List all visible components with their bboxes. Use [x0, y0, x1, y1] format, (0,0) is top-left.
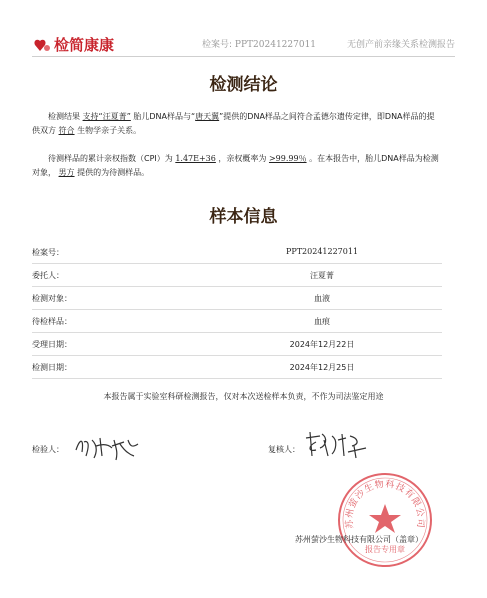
p2-male: 男方: [58, 168, 75, 177]
row-label: 待检样品：: [32, 317, 72, 326]
table-row: [32, 333, 442, 356]
inspector-signature: [72, 430, 142, 464]
header-case-number: [202, 37, 316, 50]
table-row: [32, 264, 442, 287]
row-value: PPT20241227011: [285, 247, 359, 256]
row-label: 检测日期：: [32, 363, 72, 372]
logo-text: 检简康康: [54, 36, 115, 54]
p1-match: 符合: [58, 126, 75, 135]
row-value: 汪夏菁: [310, 271, 334, 280]
seal-ring-text: 苏州萤沙生物科技有限公司: [344, 479, 426, 530]
p2-text-a: 待测样品的累计亲权指数（CPI）为: [48, 154, 173, 163]
p1-mother: 支持“汪夏菁”: [82, 112, 131, 121]
inspector-label: 检验人：: [32, 445, 64, 454]
row-label: 检案号：: [32, 248, 64, 257]
reviewer-signature: [302, 426, 374, 462]
row-label: 受理日期：: [32, 340, 72, 349]
table-row: [32, 241, 442, 264]
p1-father: 唐天翼: [195, 112, 220, 121]
conclusion-title: 检测结论: [209, 75, 278, 95]
row-label: 检测对象：: [32, 294, 72, 303]
row-value: 2024年12月25日: [289, 363, 355, 372]
case-label: 检案号:: [202, 40, 233, 50]
heart-logo-icon: [32, 37, 52, 53]
reviewer-label: 复核人：: [268, 445, 300, 454]
p2-text-e: 。在本报告中，胎儿DNA样品为检测对象，: [32, 154, 439, 177]
case-value: PPT20241227011: [234, 40, 317, 50]
p1-text-a: 检测结果: [48, 112, 80, 121]
table-row: [32, 287, 442, 310]
row-value: 血液: [314, 294, 330, 303]
disclaimer-note: 本报告属于实验室科研检测报告，仅对本次送检样本负责，不作为司法鉴定用途: [103, 392, 384, 401]
conclusion-paragraph-2: [32, 152, 442, 180]
official-seal: [335, 470, 435, 570]
conclusion-paragraph-1: [32, 110, 442, 138]
p1-text-c: 胎儿DNA样品与“: [133, 112, 196, 121]
p1-text-e: ”提供的DNA样品之间符合孟德尔遗传定律，即DNA样品的提供双方: [32, 112, 435, 135]
company-name: 苏州萤沙生物科技有限公司（盖章）: [295, 535, 423, 544]
p2-text-c: ，亲权概率为: [218, 154, 267, 163]
p2-cpi: 1.47E+36: [175, 154, 216, 163]
report-header: [32, 34, 455, 57]
row-value: 血痕: [314, 317, 330, 326]
table-row: [32, 310, 442, 333]
row-value: 2024年12月22日: [289, 340, 355, 349]
seal-bottom-text: 报告专用章: [365, 545, 405, 554]
sample-info-title: 样本信息: [209, 207, 278, 227]
p1-text-g: 生物学亲子关系。: [77, 126, 142, 135]
report-type-tagline: 无创产前亲缘关系检测报告: [346, 40, 455, 50]
brand-logo: [32, 34, 114, 55]
table-row: [32, 356, 442, 379]
p2-text-g: 提供的为待测样品。: [77, 168, 150, 177]
row-label: 委托人：: [32, 271, 64, 280]
p2-probability: >99.99％: [268, 154, 307, 163]
